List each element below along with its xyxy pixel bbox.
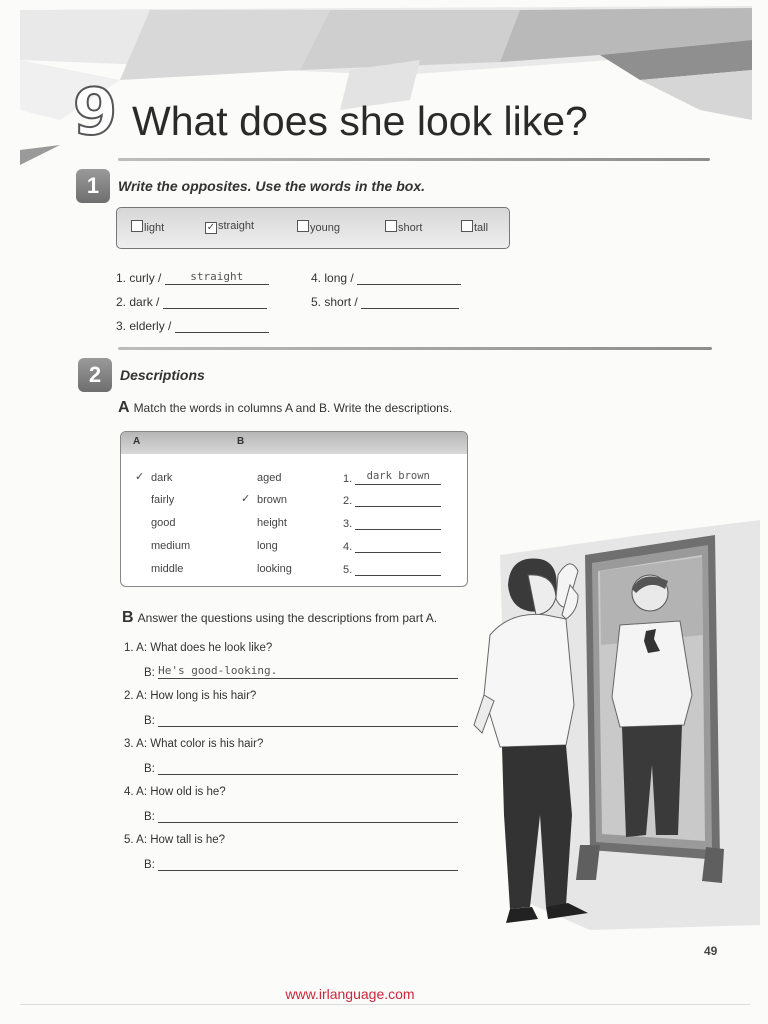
answer-blank[interactable] [175,318,269,333]
checkbox-icon[interactable] [131,220,143,232]
description-answer-1: 1. dark brown [343,470,441,485]
word-option-tall[interactable] [461,220,488,234]
col-b-item: aged [257,472,282,484]
exercise-1-item-3: 3. elderly / [116,318,269,333]
matching-table [120,431,468,587]
exercise-1-item-1: 1. curly / straight [116,270,269,285]
answer-line-4: B: [144,808,458,823]
col-a-item: fairly [151,494,175,506]
checkbox-icon[interactable] [385,220,397,232]
answer-blank[interactable] [357,270,461,285]
answer-line-1: B: He's good-looking. [144,664,458,679]
word-option-light[interactable] [131,220,164,234]
answer-blank[interactable]: straight [165,270,269,285]
col-a-item: good [151,517,176,529]
description-answer-3: 3. [343,515,441,530]
description-answer-2: 2. [343,492,441,507]
col-b-item: looking [257,563,292,575]
question-1: 1. A: What does he look like? [124,642,273,654]
checkbox-icon[interactable] [297,220,309,232]
word-option-straight[interactable] [205,220,254,234]
word-label: tall [474,222,489,234]
description-answer-4: 4. [343,538,441,553]
answer-line-5: B: [144,856,458,871]
exercise-1-instruction: Write the opposites. Use the words in the box. [118,178,426,194]
page-number: 49 [704,944,718,958]
question-2: 2. A: How long is his hair? [124,690,257,702]
col-b-item: long [257,540,278,552]
word-box [116,207,510,249]
checkbox-icon[interactable] [461,220,473,232]
exercise-1-item-4: 4. long / [311,270,461,285]
check-mark-b: ✓ [241,493,251,505]
website-link[interactable]: www.irlanguage.com [285,986,415,1002]
unit-title: What does she look like? [132,98,588,144]
part-a-heading: A Match the words in columns A and B. Write the descriptions. [118,399,453,416]
exercise-1-item-5: 5. short / [311,294,459,309]
section-rule-2 [118,347,712,350]
question-3: 3. A: What color is his hair? [124,738,264,750]
word-label: straight [218,220,255,232]
answer-line-3: B: [144,760,458,775]
matching-table-header: A B [121,432,467,454]
answer-blank[interactable] [361,294,459,309]
answer-line-2: B: [144,712,458,727]
footer-divider [20,1004,750,1005]
col-a-item: dark [151,472,173,484]
answer-blank[interactable] [163,294,267,309]
word-option-young[interactable] [297,220,340,234]
word-label: short [398,222,423,234]
section-rule-1 [118,158,710,161]
word-label: young [310,222,340,234]
col-a-item: medium [151,540,191,552]
check-mark-a: ✓ [135,471,145,483]
unit-number: 9 [72,76,118,150]
question-4: 4. A: How old is he? [124,786,226,798]
illustration-man-mirror [470,515,760,935]
exercise-1-badge: 1 [76,169,110,203]
part-b-heading: B Answer the questions using the descriptions from part A. [122,609,438,626]
exercise-2-title: Descriptions [120,367,205,383]
col-a-item: middle [151,563,184,575]
description-answer-5: 5. [343,561,441,576]
exercise-1-item-2: 2. dark / [116,294,267,309]
exercise-2-badge: 2 [78,358,112,392]
word-label: light [144,222,165,234]
col-b-item: brown [257,494,287,506]
checkbox-checked-icon[interactable]: ✓ [206,222,216,233]
col-b-item: height [257,517,287,529]
question-5: 5. A: How tall is he? [124,834,226,846]
word-option-short[interactable] [385,220,422,234]
